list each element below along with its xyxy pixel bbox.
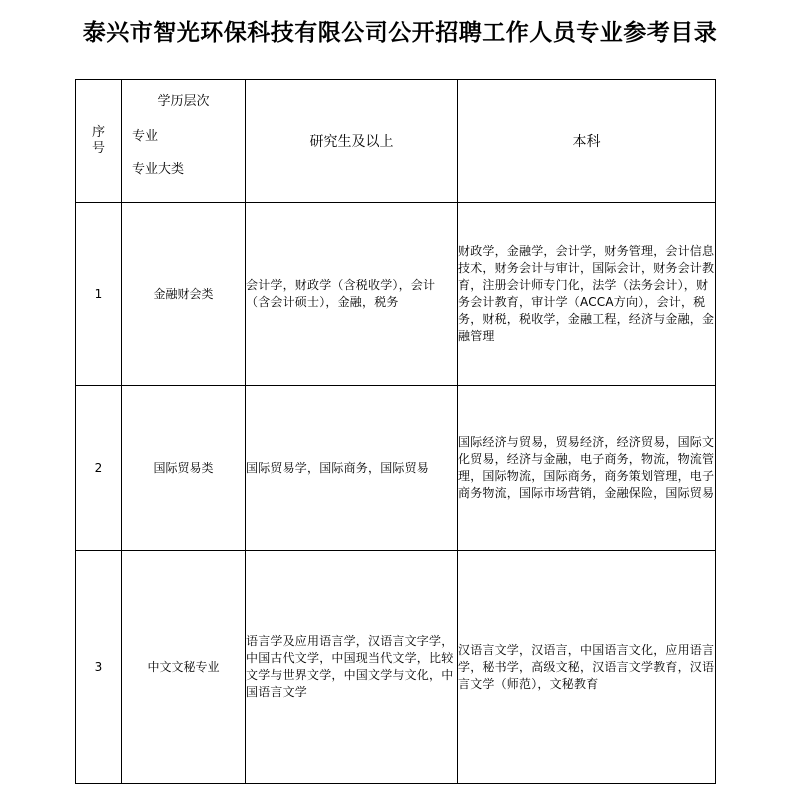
corner-inner bbox=[122, 80, 245, 202]
table-header-row bbox=[76, 80, 716, 203]
header-cell-undergraduate: 本科 bbox=[458, 80, 716, 203]
row-category: 金融财会类 bbox=[122, 203, 246, 386]
row-graduate-majors: 国际贸易学，国际商务，国际贸易 bbox=[246, 386, 458, 551]
row-graduate-majors: 语言学及应用语言学，汉语言文字学，中国古代文学，中国现当代文学，比较文学与世界文学，中国文学与文化，中国语言文学 bbox=[246, 551, 458, 784]
row-sequence: 1 bbox=[76, 203, 122, 386]
corner-major: 专业 bbox=[132, 129, 159, 144]
table-row bbox=[76, 203, 716, 386]
header-cell-graduate: 研究生及以上 bbox=[246, 80, 458, 203]
row-undergraduate-majors: 汉语言文学，汉语言，中国语言文化，应用语言学，秘书学，高级文秘，汉语言文学教育，汉语言文学（师范），文秘教育 bbox=[458, 551, 716, 784]
header-cell-corner bbox=[122, 80, 246, 203]
row-sequence: 2 bbox=[76, 386, 122, 551]
header-sequence-line2: 号 bbox=[91, 141, 105, 156]
row-sequence: 3 bbox=[76, 551, 122, 784]
major-catalog-table bbox=[75, 79, 716, 784]
header-cell-sequence bbox=[76, 80, 122, 203]
row-undergraduate-majors: 国际经济与贸易，贸易经济，经济贸易，国际文化贸易，经济与金融，电子商务，物流，物流管理，国际物流，国际商务，商务策划管理，电子商务物流，国际市场营销，金融保险，国际贸易 bbox=[458, 386, 716, 551]
table-row bbox=[76, 386, 716, 551]
table-row bbox=[76, 551, 716, 784]
page-title: 泰兴市智光环保科技有限公司公开招聘工作人员专业参考目录 bbox=[82, 20, 718, 46]
header-sequence-line1: 序 bbox=[91, 125, 105, 140]
corner-education-level: 学历层次 bbox=[157, 94, 210, 109]
row-undergraduate-majors: 财政学，金融学，会计学，财务管理，会计信息技术，财务会计与审计，国际会计，财务会计教育，注册会计师专门化，法学（法务会计），财务会计教育，审计学（ACCA方向），会计，税务，财税，税收学，金融工程，经济与金融，金融管理 bbox=[458, 203, 716, 386]
row-category: 中文文秘专业 bbox=[122, 551, 246, 784]
row-category: 国际贸易类 bbox=[122, 386, 246, 551]
corner-major-category: 专业大类 bbox=[132, 162, 185, 177]
major-catalog-table-wrapper bbox=[75, 79, 725, 784]
row-graduate-majors: 会计学，财政学（含税收学），会计（含会计硕士），金融，税务 bbox=[246, 203, 458, 386]
